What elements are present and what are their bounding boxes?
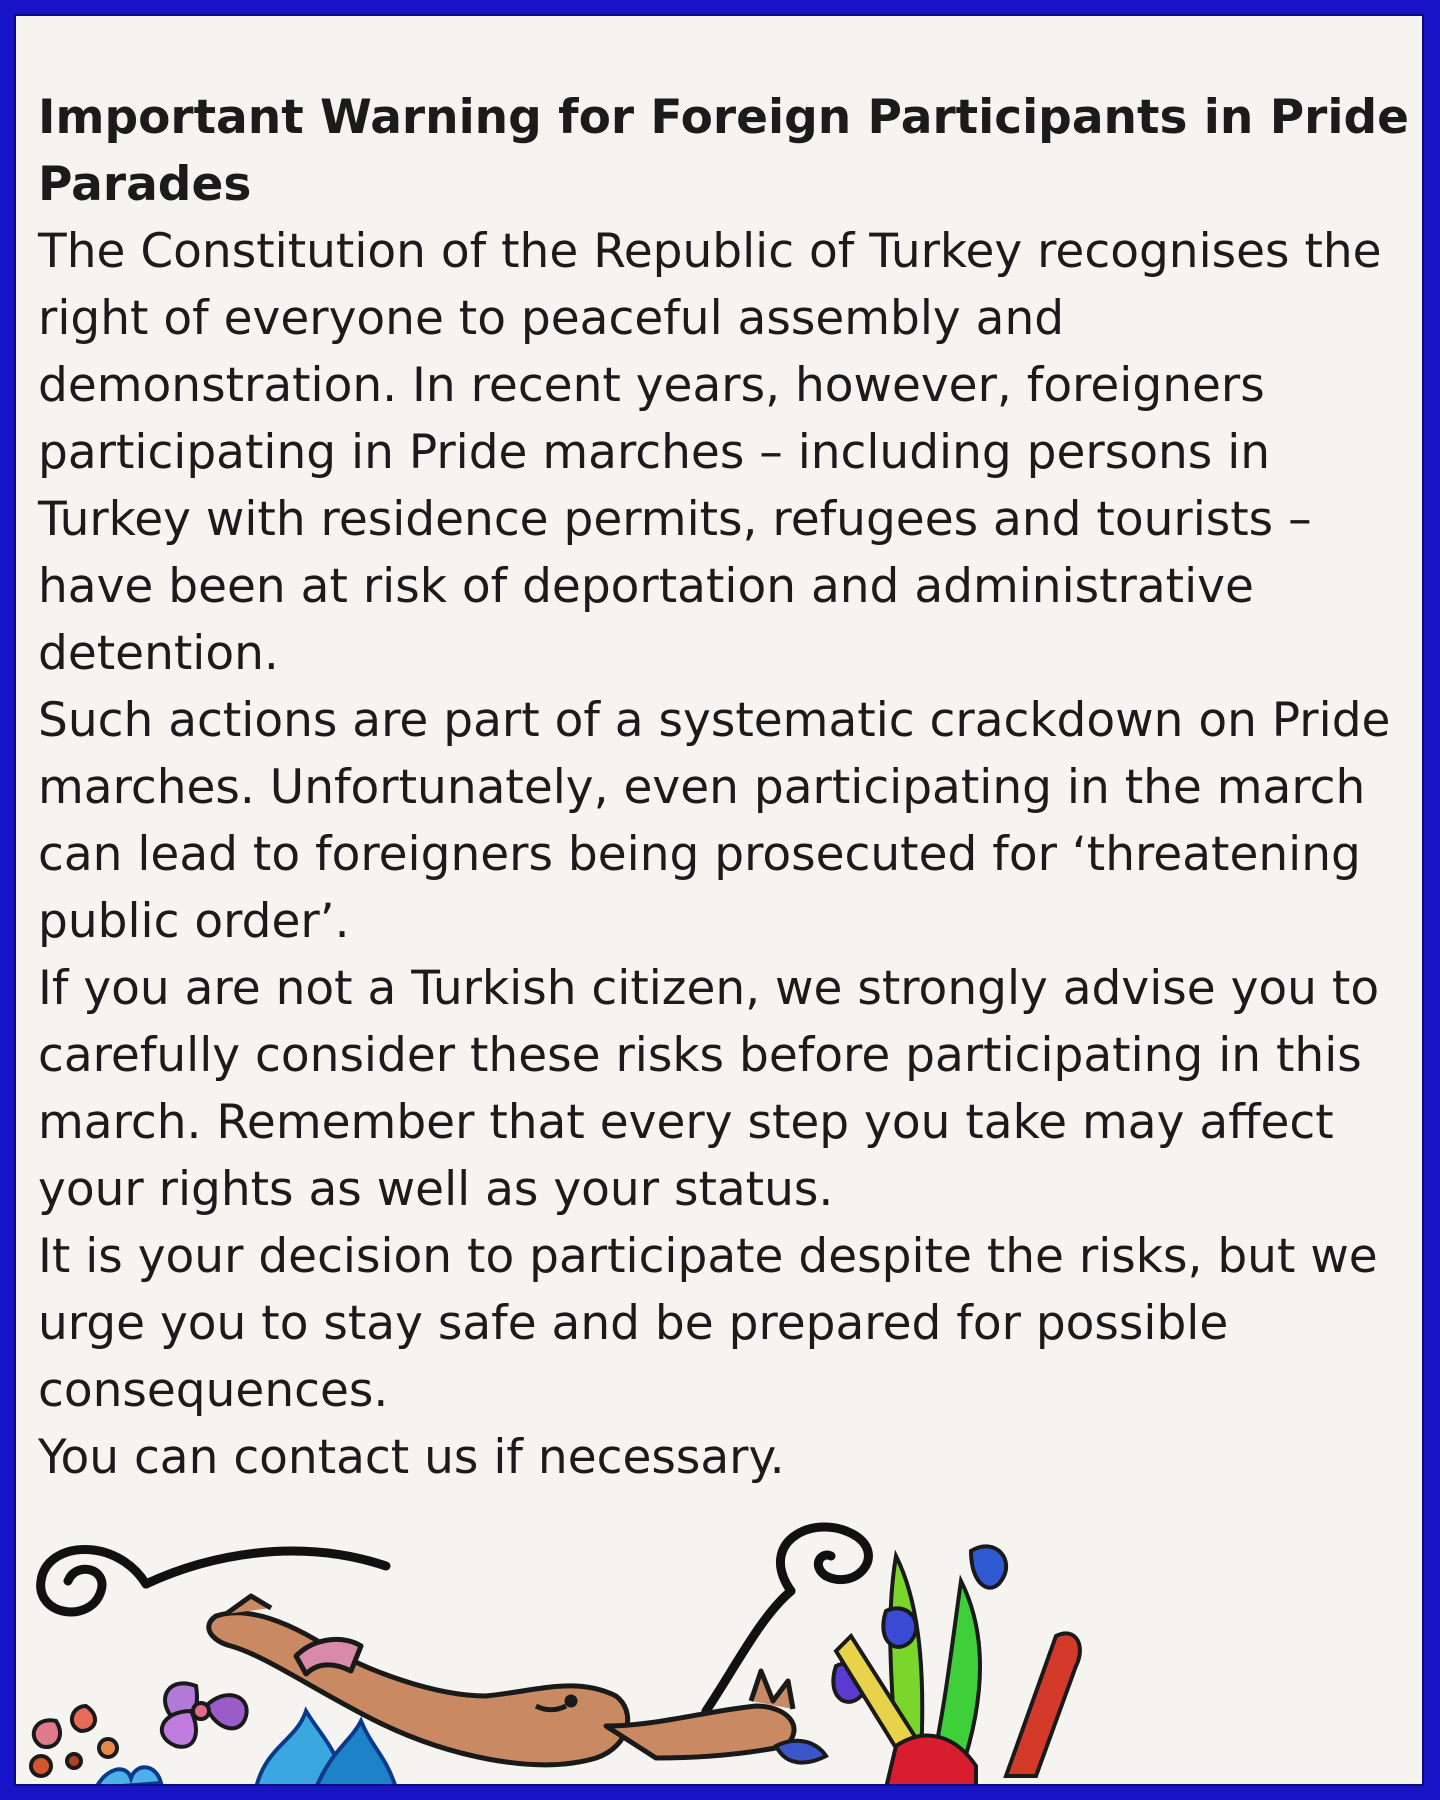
decorative-illustration: [16, 1496, 1424, 1786]
notice-card: [14, 14, 1424, 1786]
flower-left-icon: [31, 1683, 247, 1776]
notice-title: Important Warning for Foreign Participants in Pride Parades: [38, 90, 1409, 212]
paragraph-rights: The Constitution of the Republic of Turkey recognises the right of everyone to peaceful assembly and demonstration. In recent years, however, foreigners participating in Pride marches – including persons in Turkey with residence permits, refugees and tourists – have been at risk of deportation and administrative detention.: [38, 224, 1382, 681]
waves-icon: [96, 1711, 396, 1786]
notice-text: [38, 84, 1413, 1491]
paragraph-crackdown: Such actions are part of a systematic crackdown on Pride marches. Unfortunately, even participating in the march can lead to foreigners being prosecuted for ‘threatening public order’.: [38, 693, 1391, 949]
swirl-left-icon: [41, 1549, 386, 1611]
coral-plants-icon: [776, 1546, 1080, 1786]
paragraph-advice: If you are not a Turkish citizen, we strongly advise you to carefully consider these risks before participating in this march. Remember that every step you take may affect your rights as well as your status.: [38, 961, 1380, 1217]
paragraph-decision: It is your decision to participate despite the risks, but we urge you to stay safe and be prepared for possible consequences.: [38, 1229, 1378, 1418]
paragraph-contact: You can contact us if necessary.: [38, 1430, 785, 1485]
